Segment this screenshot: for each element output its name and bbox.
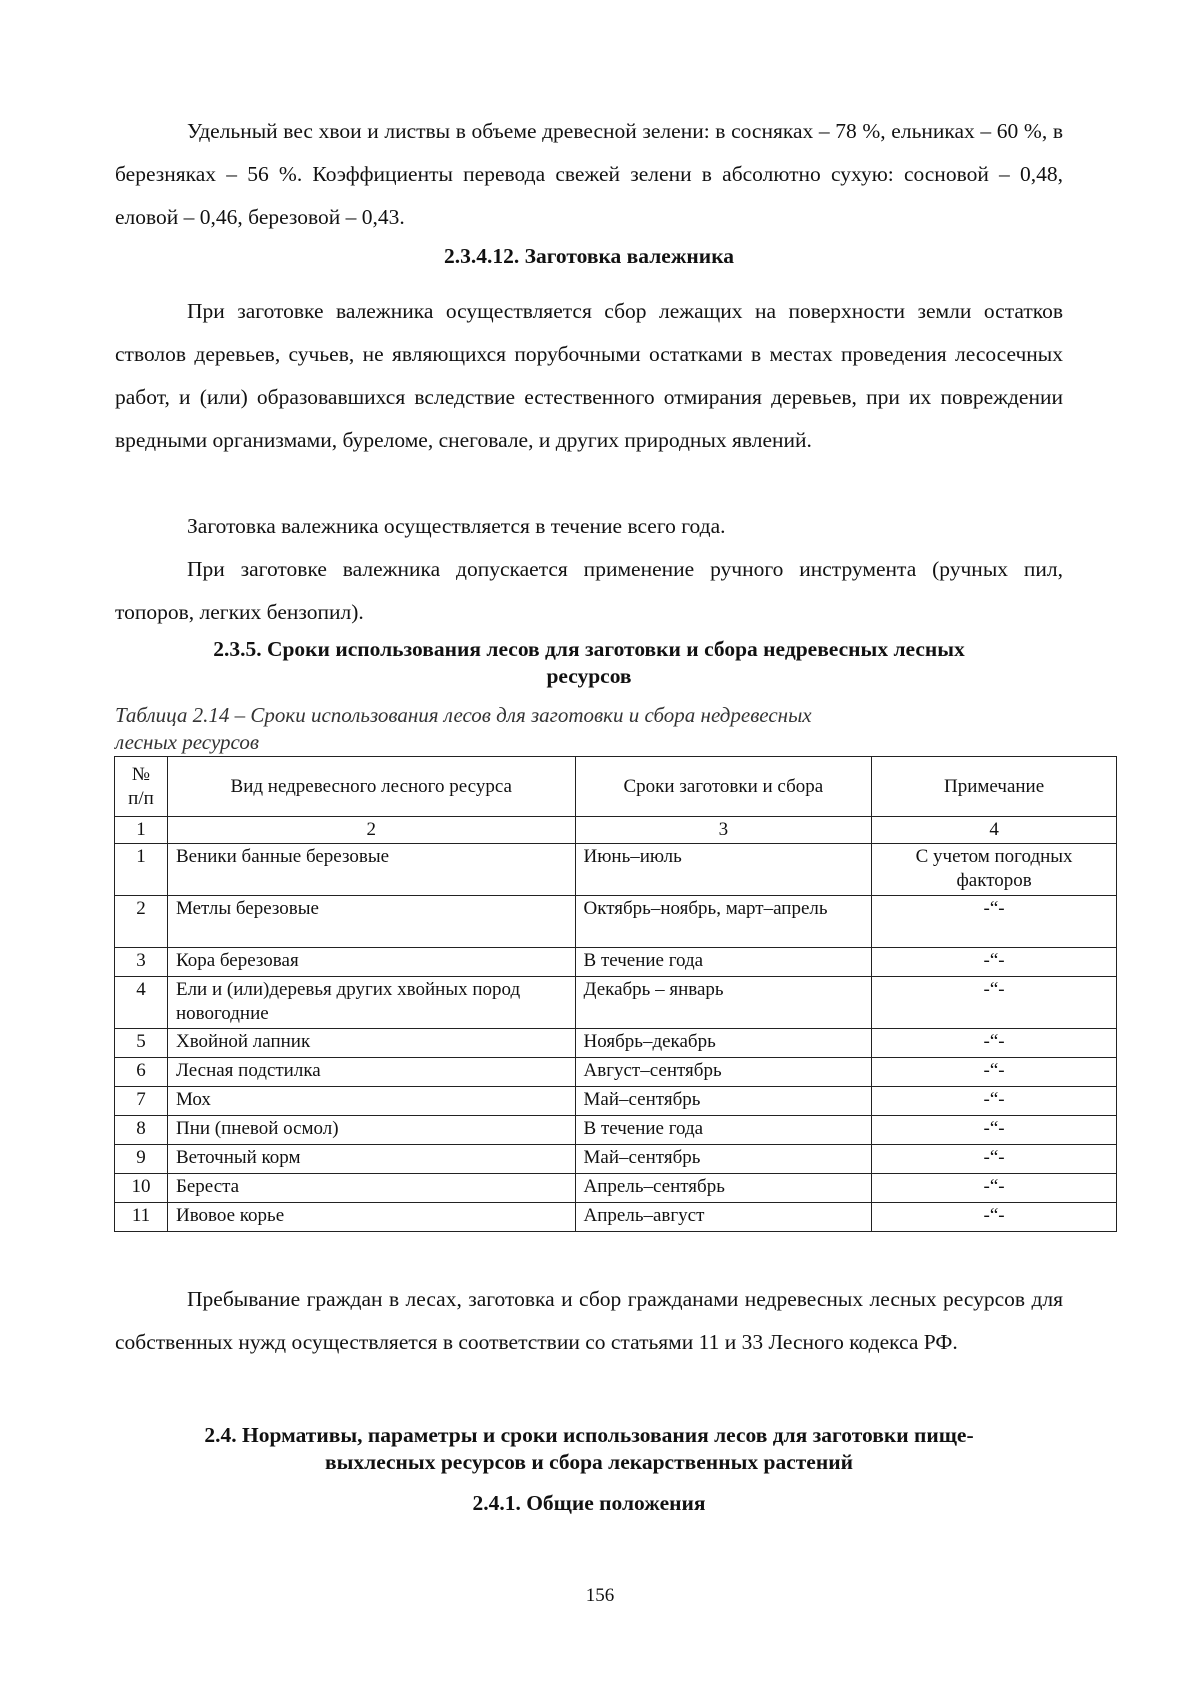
table-row bbox=[115, 948, 1117, 977]
table-caption-line2: лесных ресурсов bbox=[115, 730, 259, 754]
table-body bbox=[115, 817, 1117, 1232]
row-period-cell: Апрель–август bbox=[575, 1203, 872, 1232]
table-row bbox=[115, 844, 1117, 896]
row-period-cell: Октябрь–ноябрь, март–апрель bbox=[575, 896, 872, 948]
table-caption bbox=[115, 702, 945, 756]
row-number-cell: 1 bbox=[115, 844, 168, 896]
row-resource-cell: Лесная подстилка bbox=[167, 1058, 575, 1087]
row-note-cell: -“- bbox=[872, 1145, 1117, 1174]
row-note-cell: -“- bbox=[872, 1029, 1117, 1058]
header-note: Примечание bbox=[872, 757, 1117, 817]
column-number-cell: 2 bbox=[167, 817, 575, 844]
row-resource-cell: Пни (пневой осмол) bbox=[167, 1116, 575, 1145]
table-row bbox=[115, 1145, 1117, 1174]
row-number-cell: 11 bbox=[115, 1203, 168, 1232]
row-period-cell: Июнь–июль bbox=[575, 844, 872, 896]
valezhnik-paragraph-2: Заготовка валежника осуществляется в течение всего года. bbox=[187, 514, 726, 538]
table-header-row bbox=[115, 757, 1117, 817]
heading-2-4-line1: 2.4. Нормативы, параметры и сроки использования лесов для заготовки пище- bbox=[204, 1423, 974, 1447]
row-number-cell: 8 bbox=[115, 1116, 168, 1145]
table-row bbox=[115, 977, 1117, 1029]
header-number-line2: п/п bbox=[128, 787, 154, 809]
intro-paragraph: Удельный вес хвои и листвы в объеме древесной зелени: в сосняках – 78 %, ельниках – 60 %, в березняках – 56 %. Коэффициенты перевода свежей зелени в абсолютно сухую: сосновой – 0,48, еловой – 0,46, березовой – 0,43. bbox=[115, 119, 1063, 229]
row-note-cell: С учетом погодных факторов bbox=[872, 844, 1117, 896]
row-period-cell: Август–сентябрь bbox=[575, 1058, 872, 1087]
row-number-cell: 5 bbox=[115, 1029, 168, 1058]
table-row bbox=[115, 1116, 1117, 1145]
valezhnik-paragraph-3: При заготовке валежника допускается применение ручного инструмента (ручных пил, топоров, легких бензопил). bbox=[115, 557, 1063, 624]
row-resource-cell: Береста bbox=[167, 1174, 575, 1203]
row-period-cell: В течение года bbox=[575, 948, 872, 977]
row-period-cell: Апрель–сентябрь bbox=[575, 1174, 872, 1203]
table-row bbox=[115, 1203, 1117, 1232]
row-number-cell: 9 bbox=[115, 1145, 168, 1174]
column-number-cell: 1 bbox=[115, 817, 168, 844]
heading-2-3-4-12: 2.3.4.12. Заготовка валежника bbox=[443, 244, 735, 268]
heading-2-4-line2: выхлесных ресурсов и сбора лекарственных растений bbox=[324, 1450, 854, 1474]
after-table-paragraph: Пребывание граждан в лесах, заготовка и сбор гражданами недревесных лесных ресурсов для собственных нужд осуществляется в соответствии со статьями 11 и 33 Лесного кодекса РФ. bbox=[115, 1287, 1063, 1354]
table-caption-line1: Таблица 2.14 – Сроки использования лесов для заготовки и сбора недревесных bbox=[115, 703, 812, 727]
row-resource-cell: Ели и (или)деревья других хвойных пород новогодние bbox=[167, 977, 575, 1029]
table-row bbox=[115, 1174, 1117, 1203]
table-row bbox=[115, 1029, 1117, 1058]
heading-2-3-5-line2: ресурсов bbox=[546, 664, 632, 688]
valezhnik-paragraph-1: При заготовке валежника осуществляется сбор лежащих на поверхности земли остатков стволов деревьев, сучьев, не являющихся порубочными остатками в местах проведения лесосечных работ, и (или) образовавшихся вследствие естественного отмирания деревьев, при их повреждении вредными организмами, буреломе, снеговале, и других природных явлений. bbox=[115, 299, 1063, 452]
page-number: 156 bbox=[585, 1585, 615, 1606]
row-resource-cell: Мох bbox=[167, 1087, 575, 1116]
row-resource-cell: Веточный корм bbox=[167, 1145, 575, 1174]
row-note-cell: -“- bbox=[872, 977, 1117, 1029]
row-period-cell: Май–сентябрь bbox=[575, 1145, 872, 1174]
row-period-cell: Декабрь – январь bbox=[575, 977, 872, 1029]
row-resource-cell: Веники банные березовые bbox=[167, 844, 575, 896]
table-row bbox=[115, 1087, 1117, 1116]
table-row bbox=[115, 1058, 1117, 1087]
row-number-cell: 7 bbox=[115, 1087, 168, 1116]
header-resource: Вид недревесного лесного ресурса bbox=[167, 757, 575, 817]
row-number-cell: 3 bbox=[115, 948, 168, 977]
row-note-cell: -“- bbox=[872, 1058, 1117, 1087]
row-number-cell: 6 bbox=[115, 1058, 168, 1087]
heading-2-4 bbox=[115, 1422, 1063, 1476]
row-note-cell: -“- bbox=[872, 1203, 1117, 1232]
row-period-cell: В течение года bbox=[575, 1116, 872, 1145]
row-number-cell: 4 bbox=[115, 977, 168, 1029]
column-number-row bbox=[115, 817, 1117, 844]
row-resource-cell: Хвойной лапник bbox=[167, 1029, 575, 1058]
header-number-line1: № bbox=[131, 763, 151, 785]
row-note-cell: -“- bbox=[872, 948, 1117, 977]
row-number-cell: 10 bbox=[115, 1174, 168, 1203]
table-row bbox=[115, 896, 1117, 948]
column-number-cell: 4 bbox=[872, 817, 1117, 844]
row-period-cell: Май–сентябрь bbox=[575, 1087, 872, 1116]
row-note-cell: -“- bbox=[872, 1174, 1117, 1203]
row-period-cell: Ноябрь–декабрь bbox=[575, 1029, 872, 1058]
row-note-cell: -“- bbox=[872, 1087, 1117, 1116]
row-resource-cell: Кора березовая bbox=[167, 948, 575, 977]
header-period: Сроки заготовки и сбора bbox=[575, 757, 872, 817]
row-note-cell: -“- bbox=[872, 1116, 1117, 1145]
header-number bbox=[115, 757, 168, 817]
row-note-cell: -“- bbox=[872, 896, 1117, 948]
resources-table bbox=[114, 756, 1117, 1232]
row-number-cell: 2 bbox=[115, 896, 168, 948]
heading-2-4-1: 2.4.1. Общие положения bbox=[472, 1491, 706, 1515]
heading-2-3-5-line1: 2.3.5. Сроки использования лесов для заготовки и сбора недревесных лесных bbox=[213, 637, 965, 661]
column-number-cell: 3 bbox=[575, 817, 872, 844]
heading-2-3-5 bbox=[115, 636, 1063, 690]
row-resource-cell: Ивовое корье bbox=[167, 1203, 575, 1232]
row-resource-cell: Метлы березовые bbox=[167, 896, 575, 948]
